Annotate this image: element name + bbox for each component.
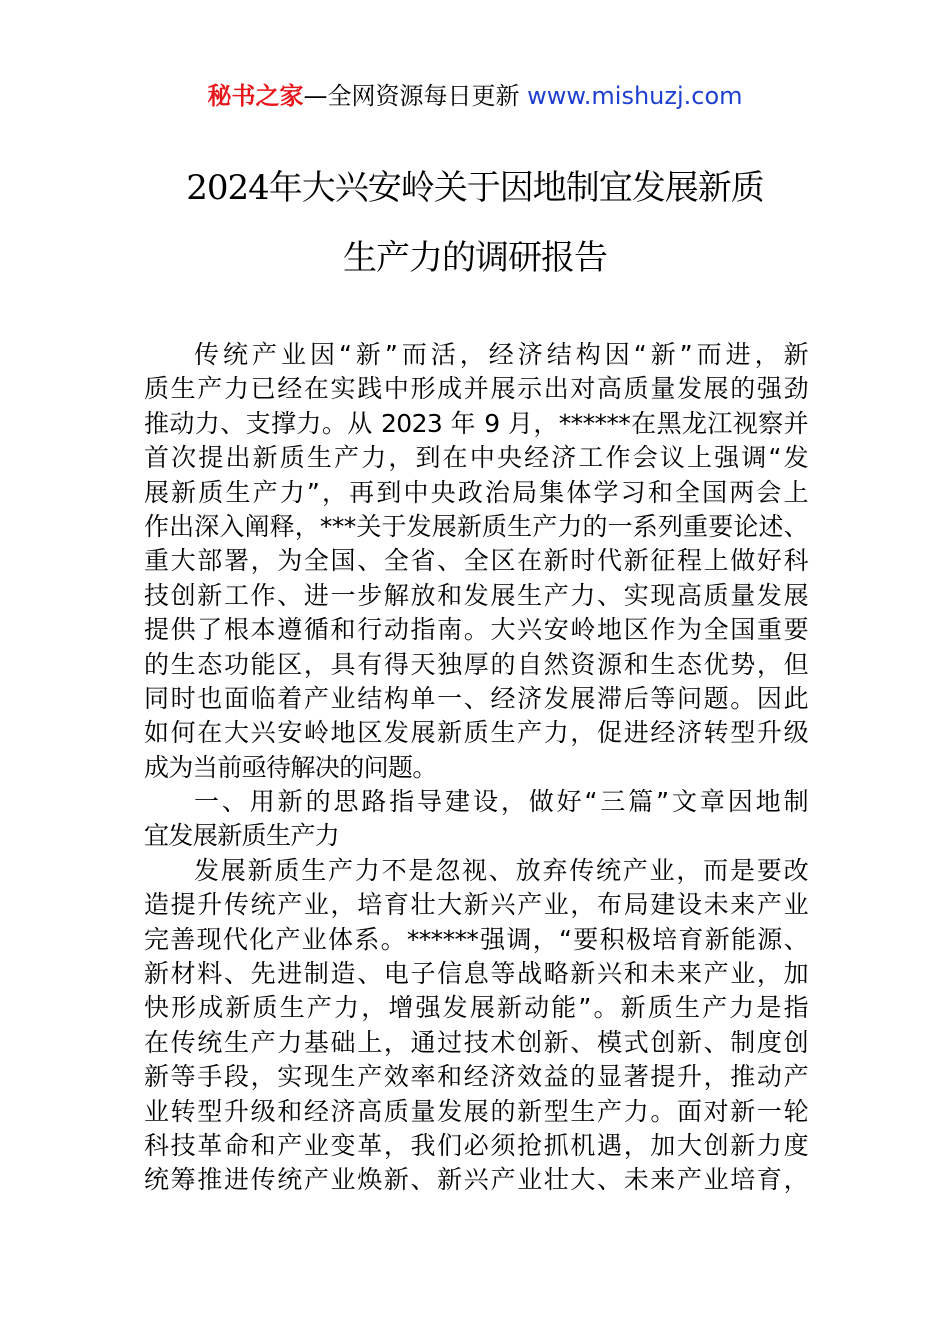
body-line: 科技革命和产业变革，我们必须抢抓机遇，加大创新力度 <box>144 1130 808 1160</box>
body-line: 传统产业因“新”而活，经济结构因“新”而进，新 <box>194 340 808 369</box>
header-tagline: —全网资源每日更新 <box>303 82 528 110</box>
body-line: 发展新质生产力不是忽视、放弃传统产业，而是要改 <box>194 855 808 885</box>
body-line: 新等手段，实现生产效率和经济效益的显著提升，推动产 <box>144 1062 808 1092</box>
body-line: 造提升传统产业，培育壮大新兴产业，布局建设未来产业 <box>144 890 808 920</box>
site-header <box>0 80 950 112</box>
body-line: 新材料、先进制造、电子信息等战略新兴和未来产业，加 <box>144 959 808 989</box>
body-line: 技创新工作、进一步解放和发展生产力、实现高质量发展 <box>144 580 808 610</box>
document-body <box>144 338 808 1198</box>
body-line: 如何在大兴安岭地区发展新质生产力，促进经济转型升级 <box>144 718 808 748</box>
body-line: 作出深入阐释，***关于发展新质生产力的一系列重要论述、 <box>144 511 808 541</box>
section-heading-line: 一、用新的思路指导建设，做好“三篇”文章因地制 <box>194 787 808 817</box>
body-line: 首次提出新质生产力，到在中央经济工作会议上强调“发 <box>144 443 808 473</box>
body-line: 的生态功能区，具有得天独厚的自然资源和生态优势，但 <box>144 649 808 679</box>
brand-name: 秘书之家 <box>207 82 304 110</box>
document-title-line-2: 生产力的调研报告 <box>343 238 607 278</box>
site-url-link[interactable]: www.mishuzj.com <box>527 82 743 110</box>
body-line: 推动力、支撑力。从 2023 年 9 月，******在黑龙江视察并 <box>144 408 808 438</box>
section-heading-line: 宜发展新质生产力 <box>144 821 340 851</box>
body-line: 成为当前亟待解决的问题。 <box>144 752 437 782</box>
body-line: 业转型升级和经济高质量发展的新型生产力。面对新一轮 <box>144 1096 808 1126</box>
body-line: 质生产力已经在实践中形成并展示出对高质量发展的强劲 <box>144 374 808 404</box>
document-title-line-1: 2024年大兴安岭关于因地制宜发展新质 <box>186 168 764 208</box>
body-line: 重大部署，为全国、全省、全区在新时代新征程上做好科 <box>144 546 808 576</box>
body-line: 在传统生产力基础上，通过技术创新、模式创新、制度创 <box>144 1027 808 1057</box>
body-line: 快形成新质生产力，增强发展新动能”。新质生产力是指 <box>144 993 808 1023</box>
body-line: 展新质生产力”，再到中央政治局集体学习和全国两会上 <box>144 477 808 507</box>
body-line: 完善现代化产业体系。******强调，“要积极培育新能源、 <box>144 924 808 954</box>
body-line: 同时也面临着产业结构单一、经济发展滞后等问题。因此 <box>144 683 808 713</box>
body-line: 统筹推进传统产业焕新、新兴产业壮大、未来产业培育， <box>144 1165 808 1195</box>
body-line: 提供了根本遵循和行动指南。大兴安岭地区作为全国重要 <box>144 615 808 645</box>
